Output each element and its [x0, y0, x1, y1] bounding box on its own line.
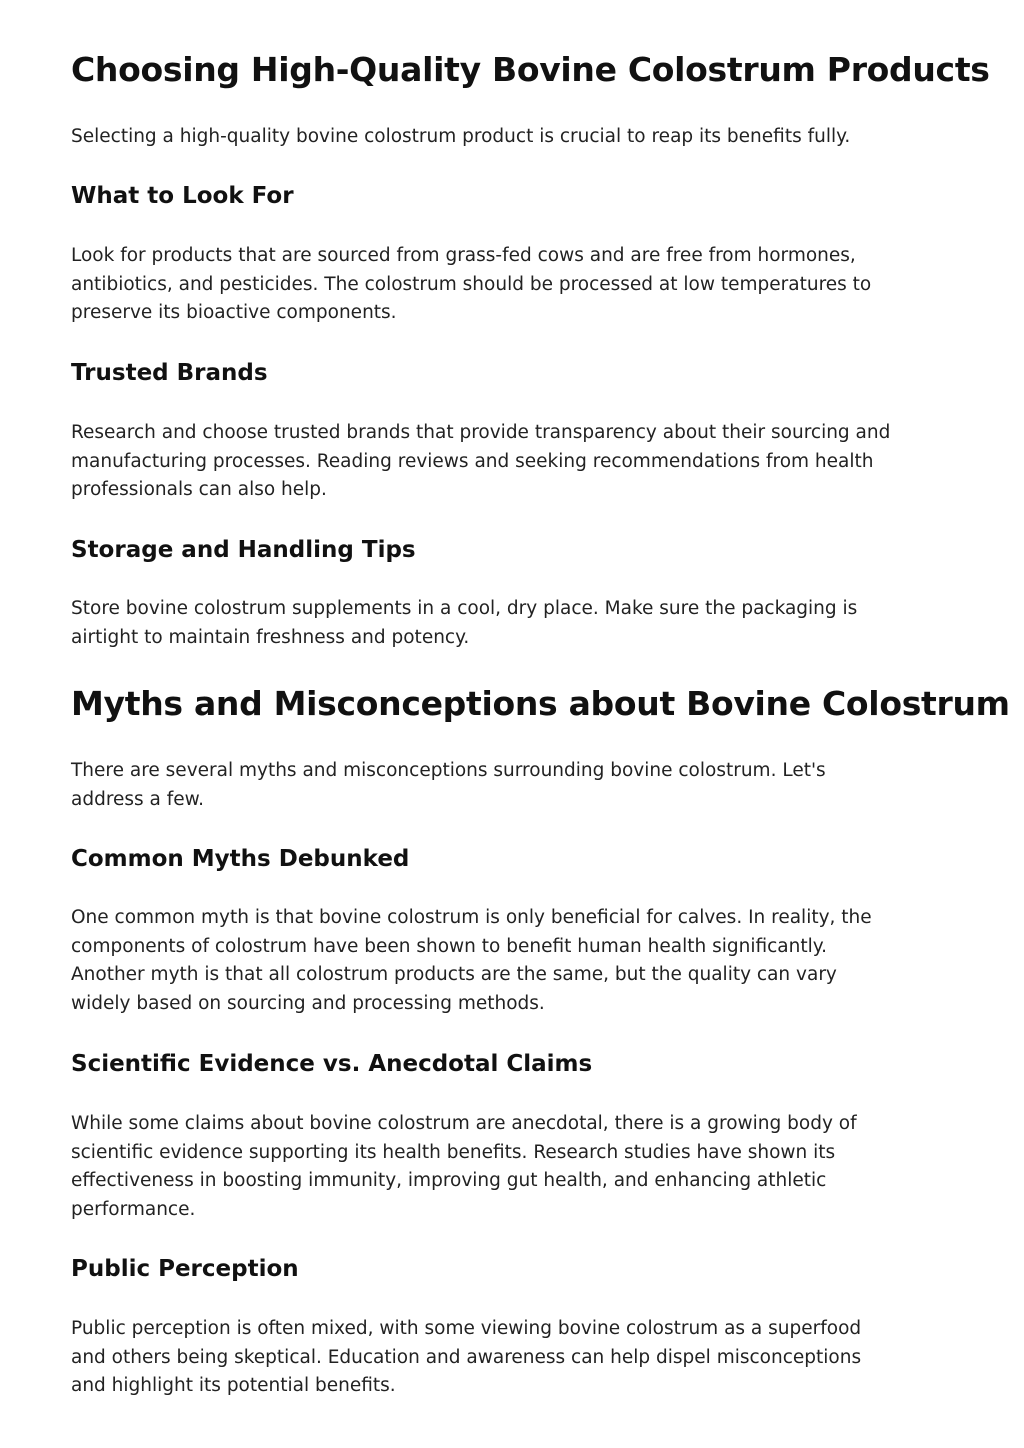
text-line: widely based on sourcing and processing methods.	[71, 992, 545, 1014]
paragraph-what-to-look-for	[71, 242, 961, 328]
text-line: airtight to maintain freshness and potency.	[71, 626, 470, 648]
text-line: One common myth is that bovine colostrum is only beneficial for calves. In reality, the	[71, 907, 872, 928]
text-line: Research and choose trusted brands that provide transparency about their sourcing and	[71, 422, 891, 443]
subheading-storage-handling: Storage and Handling Tips	[71, 537, 416, 563]
text-line: Store bovine colostrum supplements in a cool, dry place. Make sure the packaging is	[71, 598, 858, 619]
text-line: Selecting a high-quality bovine colostrum product is crucial to reap its benefits fully.	[71, 126, 851, 147]
text-line: Another myth is that all colostrum products are the same, but the quality can vary	[71, 964, 837, 985]
paragraph-scientific-evidence	[71, 1110, 961, 1224]
text-line: preserve its bioactive components.	[71, 302, 397, 323]
text-line: manufacturing processes. Reading reviews and seeking recommendations from health	[71, 450, 874, 472]
text-line: antibiotics, and pesticides. The colostrum should be processed at low temperatures to	[71, 273, 872, 295]
paragraph-public-perception	[71, 1315, 961, 1401]
text-line: address a few.	[71, 788, 204, 810]
text-line: There are several myths and misconceptions surrounding bovine colostrum. Let's	[71, 760, 826, 781]
text-line: and others being skeptical. Education and awareness can help dispel misconceptions	[71, 1346, 862, 1368]
text-line: effectiveness in boosting immunity, improving gut health, and enhancing athletic	[71, 1170, 827, 1191]
paragraph-storage-handling	[71, 595, 961, 652]
text-line: Public perception is often mixed, with some viewing bovine colostrum as a superfood	[71, 1318, 862, 1339]
text-line: scientific evidence supporting its health benefits. Research studies have shown its	[71, 1141, 836, 1163]
text-line: components of colostrum have been shown to benefit human health significantly.	[71, 935, 827, 957]
subheading-public-perception: Public Perception	[71, 1256, 299, 1282]
text-line: and highlight its potential benefits.	[71, 1375, 396, 1396]
section-intro-paragraph	[71, 123, 961, 152]
section-heading-choosing-products: Choosing High-Quality Bovine Colostrum Products	[71, 50, 990, 89]
text-line: professionals can also help.	[71, 479, 327, 500]
paragraph-common-myths	[71, 904, 961, 1018]
text-line: performance.	[71, 1198, 196, 1220]
text-line: While some claims about bovine colostrum are anecdotal, there is a growing body of	[71, 1113, 857, 1134]
subheading-trusted-brands: Trusted Brands	[71, 360, 268, 386]
text-line: Look for products that are sourced from grass-fed cows and are free from hormones,	[71, 245, 856, 266]
subheading-what-to-look-for: What to Look For	[71, 183, 294, 209]
section-heading-myths: Myths and Misconceptions about Bovine Colostrum	[71, 684, 1010, 723]
paragraph-trusted-brands	[71, 419, 961, 505]
subheading-common-myths: Common Myths Debunked	[71, 846, 410, 872]
section-intro-paragraph	[71, 757, 961, 814]
subheading-scientific-evidence: Scientific Evidence vs. Anecdotal Claims	[71, 1051, 593, 1077]
